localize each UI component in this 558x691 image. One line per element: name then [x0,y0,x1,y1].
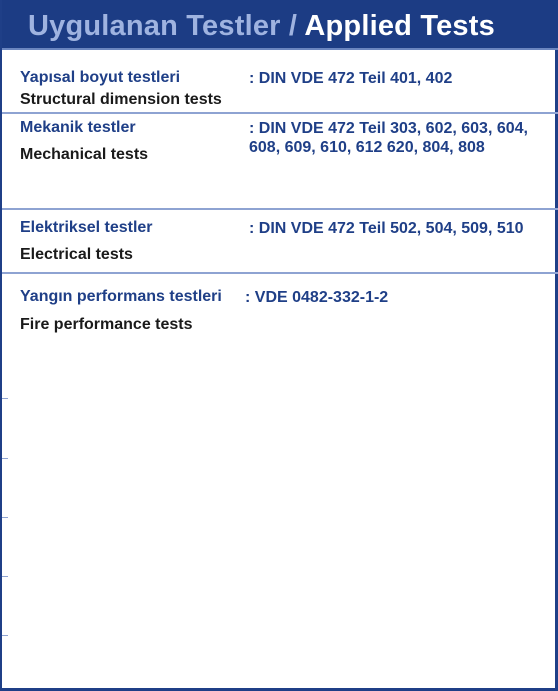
title-separator: / [280,10,305,42]
test-standard: : VDE 0482-332-1-2 [245,289,389,306]
test-name-en: Fire performance tests [20,316,193,333]
title-turkish: Uygulanan Testler [28,10,281,42]
test-name-en: Mechanical tests [20,146,149,163]
test-row-structural [2,50,558,114]
test-name-tr: Yangın performans testleri [20,288,222,305]
test-standard: : DIN VDE 472 Teil 401, 402 [249,70,453,87]
test-name-tr: Mekanik testler [20,119,136,136]
test-name-en: Structural dimension tests [20,91,222,108]
test-name-tr: Yapısal boyut testleri [20,69,181,86]
edge-tick [2,398,8,399]
test-name-en: Electrical tests [20,246,133,263]
test-row-fire [2,274,558,354]
title-english: Applied Tests [304,10,495,42]
test-standard: : DIN VDE 472 Teil 303, 602, 603, 604, 608, 609, 610, 612 620, 804, 808 [249,120,528,156]
edge-tick [2,517,8,518]
test-standard: : DIN VDE 472 Teil 502, 504, 509, 510 [249,220,524,237]
panel-header [2,0,558,50]
edge-tick [2,635,8,636]
page-title [28,9,495,43]
test-name-tr: Elektriksel testler [20,219,153,236]
edge-tick [2,458,8,459]
test-row-mechanical [2,114,558,210]
edge-tick [2,576,8,577]
test-row-electrical [2,210,558,274]
